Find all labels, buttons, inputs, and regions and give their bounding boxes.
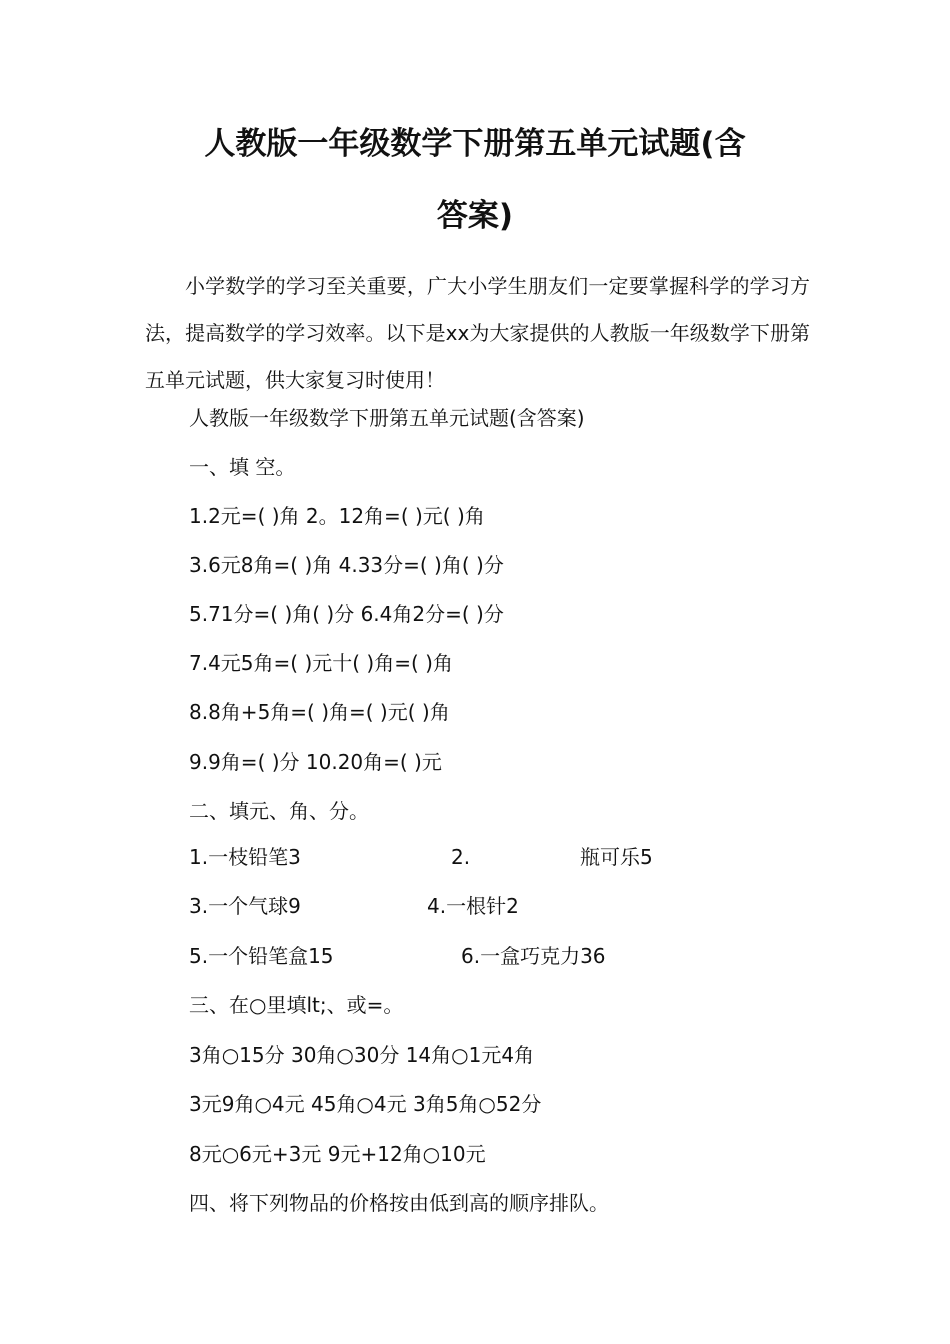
section-4-heading: 四、将下列物品的价格按由低到高的顺序排队。 — [189, 1191, 609, 1215]
subtitle: 人教版一年级数学下册第五单元试题(含答案) — [189, 406, 585, 430]
question-line: 8元○6元+3元 9元+12角○10元 — [189, 1142, 486, 1166]
question-item: 5.一个铅笔盒15 — [189, 944, 334, 968]
question-line: 8.8角+5角=( )角=( )元( )角 — [189, 700, 450, 724]
question-item: 6.一盒巧克力36 — [461, 944, 606, 968]
question-item: 3.一个气球9 — [189, 894, 301, 918]
section-3-heading: 三、在○里填lt;、或=。 — [189, 993, 404, 1017]
section-1-heading: 一、填 空。 — [189, 455, 296, 479]
question-line: 3角○15分 30角○30分 14角○1元4角 — [189, 1043, 535, 1067]
question-line: 5.71分=( )角( )分 6.4角2分=( )分 — [189, 602, 504, 626]
question-line: 3.6元8角=( )角 4.33分=( )角( )分 — [189, 553, 504, 577]
question-item: 4.一根针2 — [427, 894, 519, 918]
question-line: 3元9角○4元 45角○4元 3角5角○52分 — [189, 1092, 542, 1116]
question-line: 7.4元5角=( )元十( )角=( )角 — [189, 651, 453, 675]
document-title-line-1: 人教版一年级数学下册第五单元试题(含 — [204, 126, 746, 162]
document-title-line-2: 答案) — [436, 198, 514, 234]
intro-paragraph: 小学数学的学习至关重要，广大小学生朋友们一定要掌握科学的学习方法，提高数学的学习效率。以下是xx为大家提供的人教版一年级数学下册第五单元试题，供大家复习时使用！ — [145, 274, 810, 392]
question-line: 9.9角=( )分 10.20角=( )元 — [189, 750, 442, 774]
question-line: 1.2元=( )角 2。12角=( )元( )角 — [189, 504, 485, 528]
question-item: 2. — [451, 845, 471, 869]
question-item: 瓶可乐5 — [580, 845, 653, 869]
section-2-heading: 二、填元、角、分。 — [189, 799, 369, 823]
question-item: 1.一枝铅笔3 — [189, 845, 301, 869]
